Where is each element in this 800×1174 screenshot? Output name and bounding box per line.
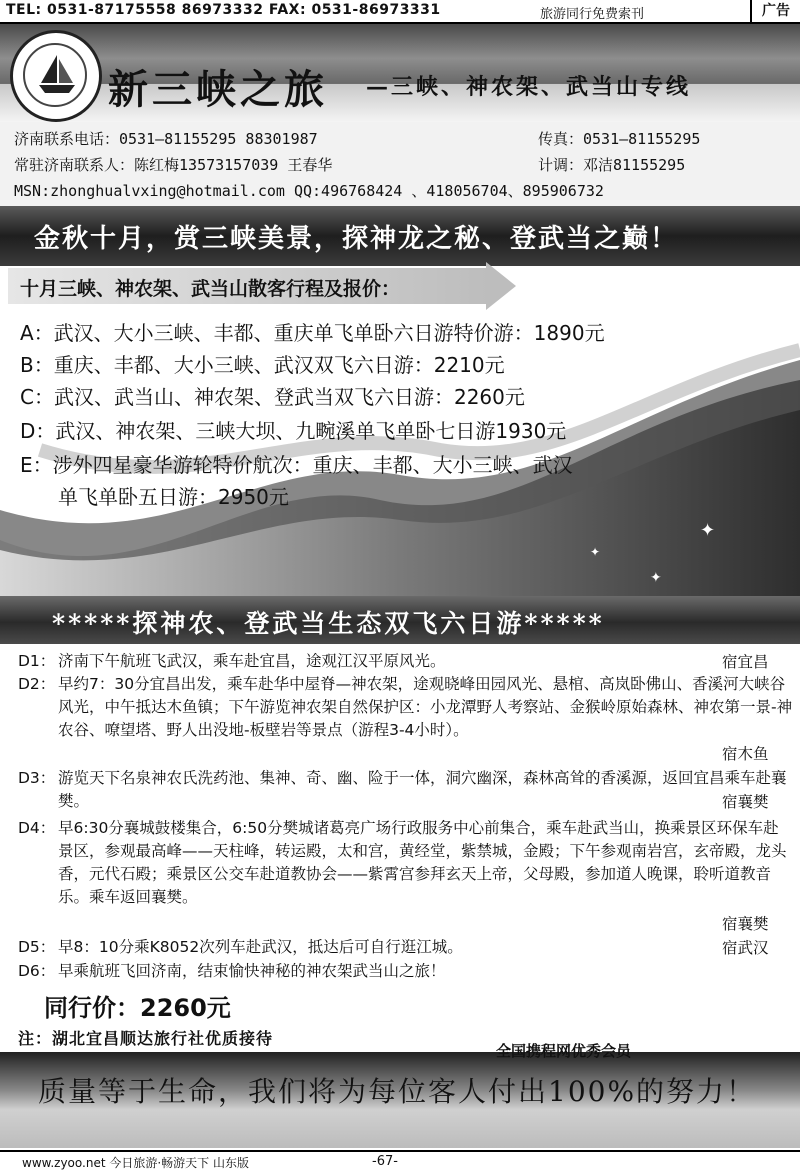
page-subtitle: —三峡、神农架、武当山专线 [366, 74, 692, 100]
contact-phone: 济南联系电话：0531—81155295 88301987 [14, 130, 318, 148]
ad-label: 广告 [750, 0, 800, 22]
day-text: 早8：10分乘K8052次列车赴武汉，抵达后可自行逛江城。 [58, 938, 463, 956]
contact-planner: 计调：邓洁81155295 [538, 156, 686, 174]
day-stay: 宿宜昌 [722, 653, 769, 671]
day-label: D6： [18, 962, 56, 980]
header-banner [0, 24, 800, 122]
company-logo [10, 30, 102, 122]
page-number: -67- [372, 1154, 398, 1169]
top-contact: TEL: 0531-87175558 86973332 FAX: 0531-86973331 [6, 2, 441, 18]
route-item: B：重庆、丰都、大小三峡、武汉双飞六日游：2210元 [20, 353, 505, 377]
day-label: D1： [18, 652, 56, 670]
slogan-text: 金秋十月，赏三峡美景，探神龙之秘、登武当之巅！ [34, 224, 679, 254]
tour-section-title-bar [0, 596, 800, 644]
day-item [18, 817, 788, 932]
day-stay: 宿襄樊 [722, 915, 769, 933]
sparkle-icon: ✦ [650, 570, 662, 586]
sparkle-icon: ✦ [590, 545, 601, 559]
day-text: 早约7：30分宜昌出发，乘车赴华中屋脊—神农架，途观晓峰田园风光、悬棺、高岚卧佛山、香溪河大峡谷风光，中午抵达木鱼镇；下午游览神农架自然保护区：小龙潭野人考察站、金猴岭原始森林、神农第一景-神农谷、嘹望塔、野人出没地-板壁岩等景点（游程3-4小时）。 [58, 675, 793, 739]
day-item [18, 936, 788, 959]
route-item: D：武汉、神农架、三峡大坝、九畹溪单飞单卧七日游1930元 [20, 419, 567, 443]
route-item: E：涉外四星豪华游轮特价航次：重庆、丰都、大小三峡、武汉 [20, 453, 573, 477]
day-text: 济南下午航班飞武汉，乘车赴宜昌，途观江汉平原风光。 [58, 652, 446, 670]
slogan-bar [0, 206, 800, 266]
route-item: A：武汉、大小三峡、丰都、重庆单飞单卧六日游特价游：1890元 [20, 321, 605, 345]
top-slogan: 旅游同行免费索刊 [540, 7, 645, 22]
tour-section-title: *****探神农、登武当生态双飞六日游***** [52, 609, 605, 638]
sparkle-icon: ✦ [700, 520, 716, 541]
day-text: 早6:30分襄城鼓楼集合，6:50分樊城诸葛亮广场行政服务中心前集合，乘车赴武当山，换乘景区环保车赴景区，参观最高峰——天柱峰，转运殿，太和宫，黄经堂，紫禁城，金殿；下午参观南岩宫，玄帝殿，龙头香，元代石殿；乘景区公交车赴道教协会——紫霄宫参拜玄天上帝，父母殿，参加道人晚课，聆听道教音乐。乘车返回襄樊。 [58, 819, 787, 906]
itinerary-heading-bar [8, 268, 488, 304]
arrow-head-icon [486, 262, 516, 310]
quality-slogan: 质量等于生命，我们将为每位客人付出100%的努力！ [38, 1075, 757, 1108]
itinerary-heading: 十月三峡、神农架、武当山散客行程及报价： [20, 278, 401, 300]
contact-msn: MSN:zhonghualvxing@hotmail.com QQ:496768424 、418056704、895906732 [14, 182, 604, 200]
day-text: 早乘航班飞回济南，结束愉快神秘的神农架武当山之旅！ [58, 962, 446, 980]
contact-info [0, 122, 800, 206]
ship-icon [35, 53, 79, 99]
day-label: D5： [18, 938, 56, 956]
route-item: C：武汉、武当山、神农架、登武当双飞六日游：2260元 [20, 385, 525, 409]
day-text: 游览天下名泉神农氏洗药池、集神、奇、幽、险于一体，洞穴幽深，森林高耸的香溪源，返回宜昌乘车赴襄樊。 [58, 769, 787, 810]
day-label: D2： [18, 675, 56, 693]
page-title: 新三峡之旅 [108, 66, 328, 113]
day-label: D3： [18, 769, 56, 787]
member-badge: 全国携程网优秀会员 [496, 1042, 632, 1060]
contact-fax: 传真：0531—81155295 [538, 130, 701, 148]
day-item [18, 650, 788, 673]
day-item [18, 673, 793, 765]
day-stay: 宿襄樊 [722, 793, 769, 811]
footer [0, 1150, 800, 1174]
day-item [18, 767, 788, 813]
reception-note: 注：湖北宜昌顺达旅行社优质接待 [18, 1029, 274, 1048]
day-label: D4： [18, 819, 56, 837]
day-stay: 宿武汉 [722, 939, 769, 957]
footer-site: www.zyoo.net 今日旅游·畅游天下 山东版 [22, 1156, 249, 1170]
peer-price: 同行价：2260元 [44, 994, 231, 1022]
top-bar [0, 0, 800, 24]
day-stay: 宿木鱼 [722, 745, 769, 763]
contact-persons: 常驻济南联系人：陈红梅13573157039 王春华 [14, 156, 333, 174]
day-item [18, 960, 788, 983]
route-item: 单飞单卧五日游：2950元 [58, 485, 289, 509]
